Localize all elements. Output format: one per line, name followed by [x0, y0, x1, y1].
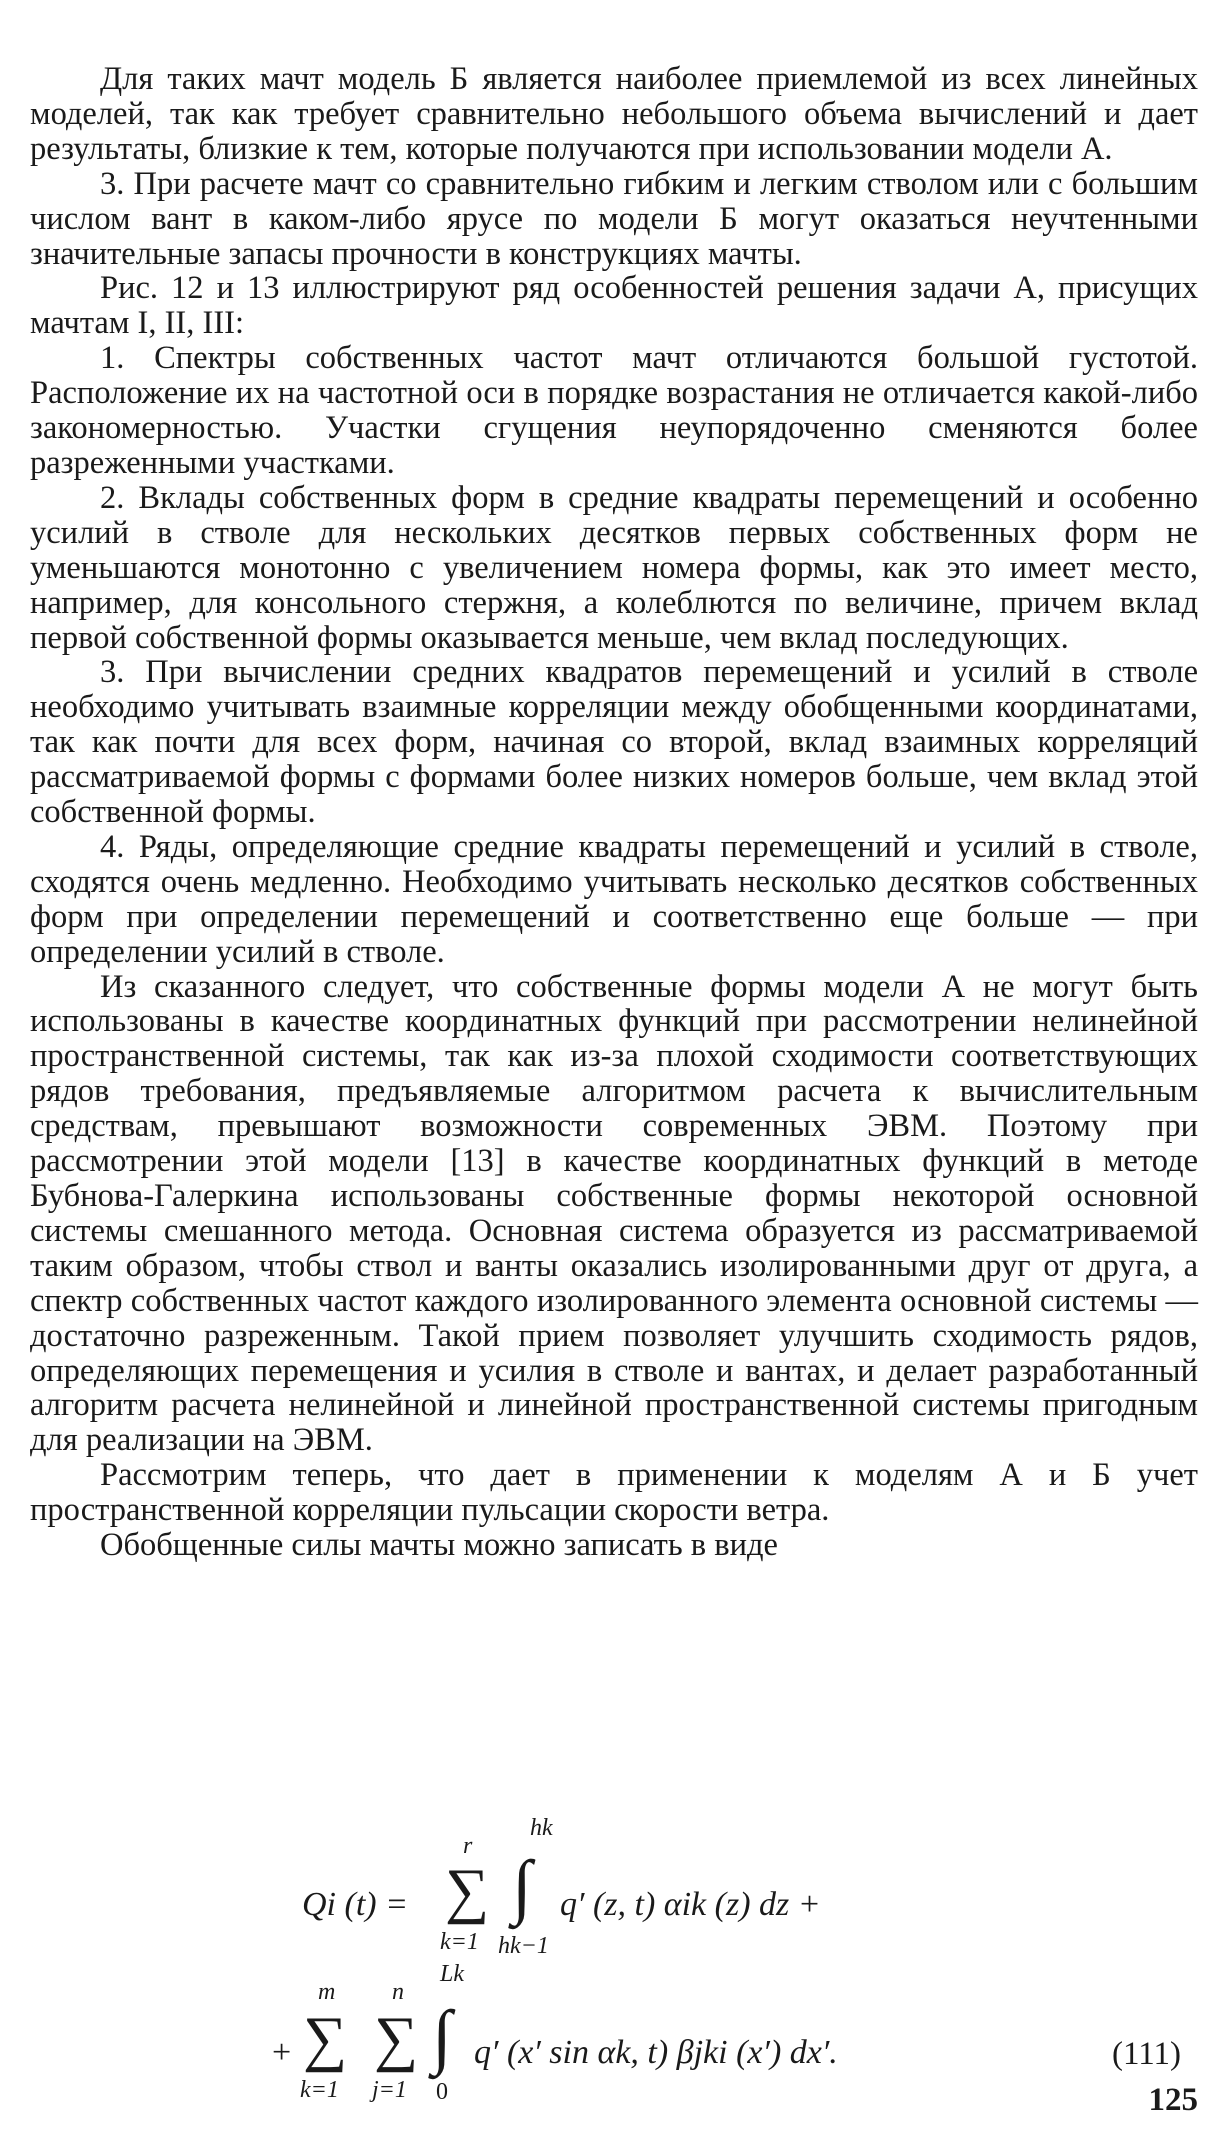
sum3-upper-limit: n	[392, 1979, 404, 2005]
formula-line-1	[0, 1815, 1226, 1976]
integral-sign-2: ∫	[432, 1996, 452, 2076]
sum1-lower-limit: k=1	[440, 1929, 479, 1955]
formula-body-1: q′ (z, t) αik (z) dz +	[560, 1886, 821, 1923]
paragraph-9: Рассмотрим теперь, что дает в применении к моделям А и Б учет пространственной корреляции пульсации скорости ветра.	[30, 1457, 1198, 1529]
paragraph-8: Из сказанного следует, что собственные формы модели А не могут быть использованы в качестве координатных функций при рассмотрении нелинейной пространственной системы, так как из-за плохой сходимости соответствующих рядов требования, предъявляемые алгоритмом расчета к вычислительным средствам, превышают возможности современных ЭВМ. Поэтому при рассмотрении этой модели [13] в качестве координатных функций в методе Бубнова-Галеркина использованы собственные формы некоторой основной системы смешанного метода. Основная система образуется из рассматриваемой таким образом, чтобы ствол и ванты оказались изолированными друг от друга, а спектр собственных частот каждого изолированного элемента основной системы — достаточно разреженным. Такой прием позволяет улучшить сходимость рядов, определяющих перемещения и усилия в стволе и вантах, и делает разработанный алгоритм расчета нелинейной и линейной пространственной системы пригодным для реализации на ЭВМ.	[30, 968, 1198, 1459]
paragraph-7: 4. Ряды, определяющие средние квадраты перемещений и усилий в стволе, сходятся очень медленно. Необходимо учитывать несколько десятков собственных форм при определении перемещений и соответственно еще больше — при определении усилий в стволе.	[30, 828, 1198, 970]
sum2-upper-limit: m	[318, 1979, 336, 2005]
sum3-lower-limit: j=1	[372, 2077, 407, 2103]
integral2-lower-limit: 0	[436, 2079, 448, 2105]
body-text	[30, 62, 1198, 1563]
summation-sign-2: ∑	[303, 2005, 348, 2073]
formula-lhs: Qi (t) =	[302, 1886, 409, 1923]
paragraph-2: 3. При расчете мачт со сравнительно гибким и легким стволом или с большим числом вант в каком-либо ярусе по модели Б могут оказаться неучтенными значительные запасы прочности в конструкциях мачты.	[30, 165, 1198, 272]
sum1-upper-limit: r	[463, 1833, 473, 1859]
paragraph-10: Обобщенные силы мачты можно записать в виде	[100, 1527, 778, 1564]
summation-sign-3: ∑	[374, 2005, 419, 2073]
paragraph-6: 3. При вычислении средних квадратов перемещений и усилий в стволе необходимо учитывать взаимные корреляции между обобщенными координатами, так как почти для всех форм, начиная со второй, вклад взаимных корреляций рассматриваемой формы с формами более низких номеров больше, чем вклад этой собственной формы.	[30, 654, 1198, 831]
paragraph-4: 1. Спектры собственных частот мачт отличаются большой густотой. Расположение их на частотной оси в порядке возрастания не отличается какой-либо закономерностью. Участки сгущения неупорядоченно сменяются более разреженными участками.	[30, 340, 1198, 481]
integral1-lower-limit: hk−1	[498, 1933, 549, 1959]
plus-sign: +	[272, 2034, 292, 2071]
integral2-upper-limit: Lk	[440, 1961, 464, 1987]
formula-line-2	[0, 1961, 1226, 2120]
integral-sign-1: ∫	[512, 1846, 532, 1926]
paragraph-5: 2. Вклады собственных форм в средние квадраты перемещений и особенно усилий в стволе для нескольких десятков первых собственных форм не уменьшаются монотонно с увеличением номера формы, как это имеет место, например, для консольного стержня, а колеблются по величине, причем вклад первой собственной формы оказывается меньше, чем вклад последующих.	[30, 479, 1198, 656]
integral1-upper-limit: hk	[530, 1815, 553, 1841]
equation-number: (111)	[1112, 2036, 1182, 2072]
page-number: 125	[1148, 2082, 1198, 2118]
paragraph-1: Для таких мачт модель Б является наиболее приемлемой из всех линейных моделей, так как требует сравнительно небольшого объема вычислений и дает результаты, близкие к тем, которые получаются при использовании модели А.	[30, 61, 1198, 167]
summation-sign-1: ∑	[445, 1857, 490, 1925]
sum2-lower-limit: k=1	[300, 2077, 339, 2103]
formula-body-2: q′ (x′ sin αk, t) βjki (x′) dx′.	[474, 2034, 838, 2071]
paragraph-3: Рис. 12 и 13 иллюстрируют ряд особенностей решения задачи А, присущих мачтам I, II, III:	[30, 270, 1198, 342]
